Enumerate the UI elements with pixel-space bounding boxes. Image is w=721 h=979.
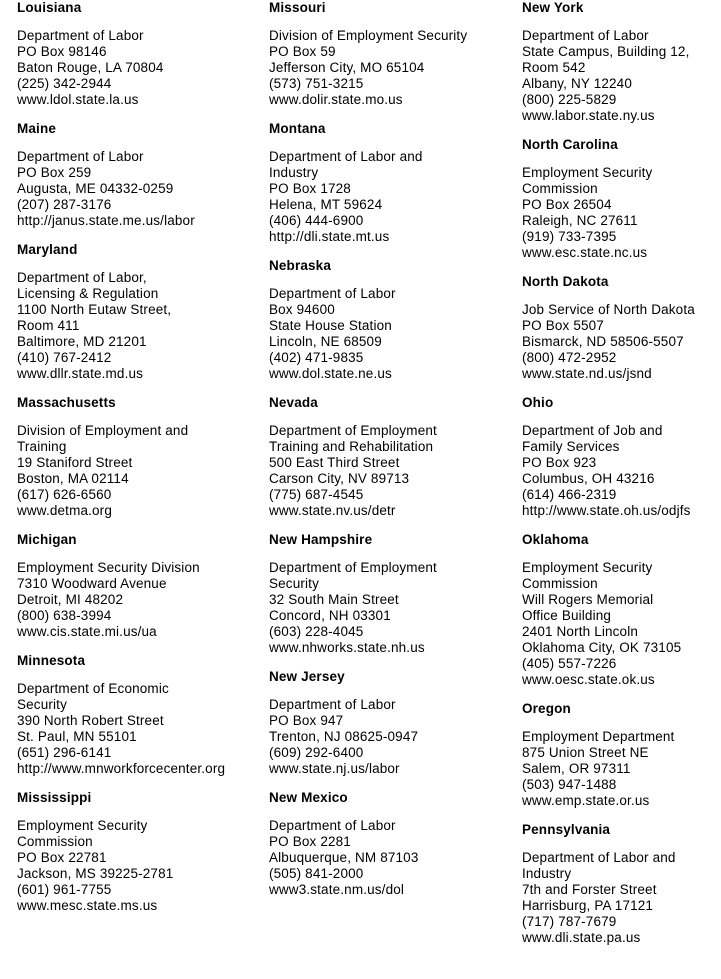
state-heading: New Hampshire [269,532,373,547]
address-line: Lincoln, NE 68509 [269,334,382,349]
address-line: 875 Union Street NE [522,745,649,760]
address-line: 500 East Third Street [269,455,400,470]
address-line: (800) 225-5829 [522,92,617,107]
state-heading: Oregon [522,701,571,716]
state-section [17,532,265,640]
address-line: Bismarck, ND 58506-5507 [522,334,684,349]
address-line: Security [17,697,67,712]
address-line: PO Box 22781 [17,850,107,865]
state-section [522,532,721,688]
address-line: www.mesc.state.ms.us [17,898,158,913]
state-heading: Montana [269,121,326,136]
address-block [522,423,721,519]
address-line: Helena, MT 59624 [269,197,383,212]
state-section [269,790,517,898]
address-line: Family Services [522,439,620,454]
address-line: (800) 472-2952 [522,350,617,365]
address-line: Baton Rouge, LA 70804 [17,60,164,75]
address-line: www.nhworks.state.nh.us [269,640,425,655]
address-line: Employment Security [522,560,653,575]
address-line: Commission [522,576,598,591]
address-line: Commission [17,834,93,849]
address-line: PO Box 1728 [269,181,351,196]
state-heading: North Carolina [522,137,618,152]
state-heading: New York [522,0,584,15]
address-line: http://dli.state.mt.us [269,229,390,244]
column-3 [522,0,721,959]
address-line: www.dli.state.pa.us [522,930,641,945]
address-line: Room 542 [522,60,586,75]
state-section [17,790,265,914]
address-line: Employment Department [522,729,675,744]
address-line: Box 94600 [269,302,335,317]
address-line: (800) 638-3994 [17,608,112,623]
address-line: Licensing & Regulation [17,286,159,301]
address-line: PO Box 59 [269,44,336,59]
address-line: www.state.nv.us/detr [269,503,396,518]
state-heading: Oklahoma [522,532,589,547]
address-line: Jefferson City, MO 65104 [269,60,425,75]
address-line: www.cis.state.mi.us/ua [17,624,157,639]
state-section [17,395,265,519]
state-section [17,242,265,382]
address-line: Oklahoma City, OK 73105 [522,640,682,655]
state-heading: Minnesota [17,653,86,668]
address-block [17,818,265,914]
state-heading: New Jersey [269,669,345,684]
address-line: www.state.nd.us/jsnd [522,366,652,381]
state-heading: Maryland [17,242,78,257]
address-line: (505) 841-2000 [269,866,364,881]
address-line: Room 411 [17,318,80,333]
state-heading: Louisiana [17,0,82,15]
address-line: PO Box 923 [522,455,597,470]
address-line: St. Paul, MN 55101 [17,729,137,744]
address-line: Industry [269,165,319,180]
address-line: (919) 733-7395 [522,229,617,244]
address-line: PO Box 26504 [522,197,612,212]
address-line: PO Box 259 [17,165,92,180]
state-heading: Michigan [17,532,77,547]
state-section [269,258,517,382]
address-line: http://www.state.oh.us/odjfs [522,503,691,518]
address-line: Job Service of North Dakota [522,302,695,317]
address-line: Department of Labor [269,818,396,833]
address-line: Department of Employment [269,423,437,438]
address-line: PO Box 2281 [269,834,351,849]
address-line: State Campus, Building 12, [522,44,690,59]
address-line: www3.state.nm.us/dol [269,882,405,897]
address-line: (225) 342-2944 [17,76,112,91]
address-line: Salem, OR 97311 [522,761,631,776]
address-line: Department of Labor [269,697,396,712]
address-line: 7310 Woodward Avenue [17,576,167,591]
state-section [269,0,517,108]
address-line: (651) 296-6141 [17,745,112,760]
address-block [17,149,265,229]
state-section [522,822,721,946]
address-line: www.state.nj.us/labor [269,761,400,776]
address-line: (405) 557-7226 [522,656,617,671]
address-line: Albuquerque, NM 87103 [269,850,419,865]
address-line: Detroit, MI 48202 [17,592,124,607]
address-line: Trenton, NJ 08625-0947 [269,729,419,744]
state-section [269,669,517,777]
address-line: Concord, NH 03301 [269,608,391,623]
address-line: Industry [522,866,572,881]
address-line: Department of Labor [269,286,396,301]
address-line: Harrisburg, PA 17121 [522,898,654,913]
address-line: 7th and Forster Street [522,882,657,897]
address-line: Department of Economic [17,681,169,696]
address-line: 2401 North Lincoln [522,624,639,639]
address-line: Department of Labor, [17,270,147,285]
state-section [17,121,265,229]
address-block [522,729,721,809]
address-block [269,286,517,382]
address-line: (573) 751-3215 [269,76,364,91]
state-section [522,395,721,519]
address-block [17,270,265,382]
address-line: Raleigh, NC 27611 [522,213,638,228]
address-line: (717) 787-7679 [522,914,617,929]
state-heading: Missouri [269,0,326,15]
address-line: www.oesc.state.ok.us [522,672,655,687]
state-section [522,274,721,382]
state-section [269,532,517,656]
address-line: (617) 626-6560 [17,487,112,502]
address-block [17,681,265,777]
address-block [522,850,721,946]
address-block [17,560,265,640]
address-line: http://www.mnworkforcecenter.org [17,761,226,776]
address-line: Department of Labor [522,28,649,43]
state-heading: Nebraska [269,258,331,273]
state-section [522,701,721,809]
state-heading: North Dakota [522,274,609,289]
address-line: www.labor.state.ny.us [522,108,655,123]
address-line: PO Box 98146 [17,44,107,59]
address-line: Department of Job and [522,423,663,438]
address-line: Albany, NY 12240 [522,76,632,91]
address-block [522,302,721,382]
address-line: Boston, MA 02114 [17,471,129,486]
state-section [17,653,265,777]
state-heading: Pennsylvania [522,822,611,837]
address-line: Employment Security [17,818,148,833]
address-line: www.emp.state.or.us [522,793,650,808]
state-heading: Ohio [522,395,554,410]
address-block [269,149,517,245]
state-section [269,395,517,519]
state-heading: Nevada [269,395,318,410]
state-heading: New Mexico [269,790,348,805]
address-line: www.dolir.state.mo.us [269,92,403,107]
address-line: (207) 287-3176 [17,197,112,212]
address-line: (410) 767-2412 [17,350,112,365]
state-heading: Mississippi [17,790,92,805]
address-block [269,697,517,777]
address-block [17,423,265,519]
address-block [17,28,265,108]
column-2 [269,0,517,911]
address-line: http://janus.state.me.us/labor [17,213,195,228]
address-line: PO Box 5507 [522,318,604,333]
address-block [269,560,517,656]
column-1 [17,0,265,927]
address-line: 19 Staniford Street [17,455,133,470]
state-section [17,0,265,108]
address-line: Department of Labor [17,149,144,164]
address-line: (775) 687-4545 [269,487,364,502]
address-line: Will Rogers Memorial [522,592,654,607]
address-line: www.esc.state.nc.us [522,245,648,260]
address-line: Jackson, MS 39225-2781 [17,866,174,881]
state-heading: Maine [17,121,57,136]
address-block [269,818,517,898]
address-line: Department of Labor and [269,149,423,164]
address-line: Columbus, OH 43216 [522,471,655,486]
address-line: PO Box 947 [269,713,344,728]
address-line: Division of Employment and [17,423,189,438]
address-line: www.detma.org [17,503,112,518]
address-block [522,28,721,124]
address-line: Division of Employment Security [269,28,468,43]
address-line: www.dol.state.ne.us [269,366,392,381]
address-line: Security [269,576,319,591]
state-section [522,0,721,124]
address-line: Baltimore, MD 21201 [17,334,147,349]
address-line: Department of Employment [269,560,437,575]
address-block [269,423,517,519]
address-line: 32 South Main Street [269,592,399,607]
address-line: Department of Labor and [522,850,676,865]
address-line: Augusta, ME 04332-0259 [17,181,174,196]
address-line: (503) 947-1488 [522,777,617,792]
address-block [522,165,721,261]
address-line: Training [17,439,67,454]
address-line: (601) 961-7755 [17,882,112,897]
address-line: 1100 North Eutaw Street, [17,302,172,317]
address-line: Training and Rehabilitation [269,439,434,454]
address-line: www.ldol.state.la.us [17,92,139,107]
address-line: www.dllr.state.md.us [17,366,144,381]
state-section [522,137,721,261]
address-line: Employment Security Division [17,560,200,575]
address-line: (614) 466-2319 [522,487,617,502]
address-line: Carson City, NV 89713 [269,471,410,486]
address-line: 390 North Robert Street [17,713,164,728]
address-line: Commission [522,181,598,196]
address-line: (603) 228-4045 [269,624,364,639]
address-line: Department of Labor [17,28,144,43]
address-block [269,28,517,108]
address-line: Employment Security [522,165,653,180]
state-heading: Massachusetts [17,395,116,410]
state-section [269,121,517,245]
address-line: (609) 292-6400 [269,745,364,760]
address-line: State House Station [269,318,392,333]
address-line: (402) 471-9835 [269,350,364,365]
address-line: (406) 444-6900 [269,213,364,228]
address-block [522,560,721,688]
address-line: Office Building [522,608,612,623]
